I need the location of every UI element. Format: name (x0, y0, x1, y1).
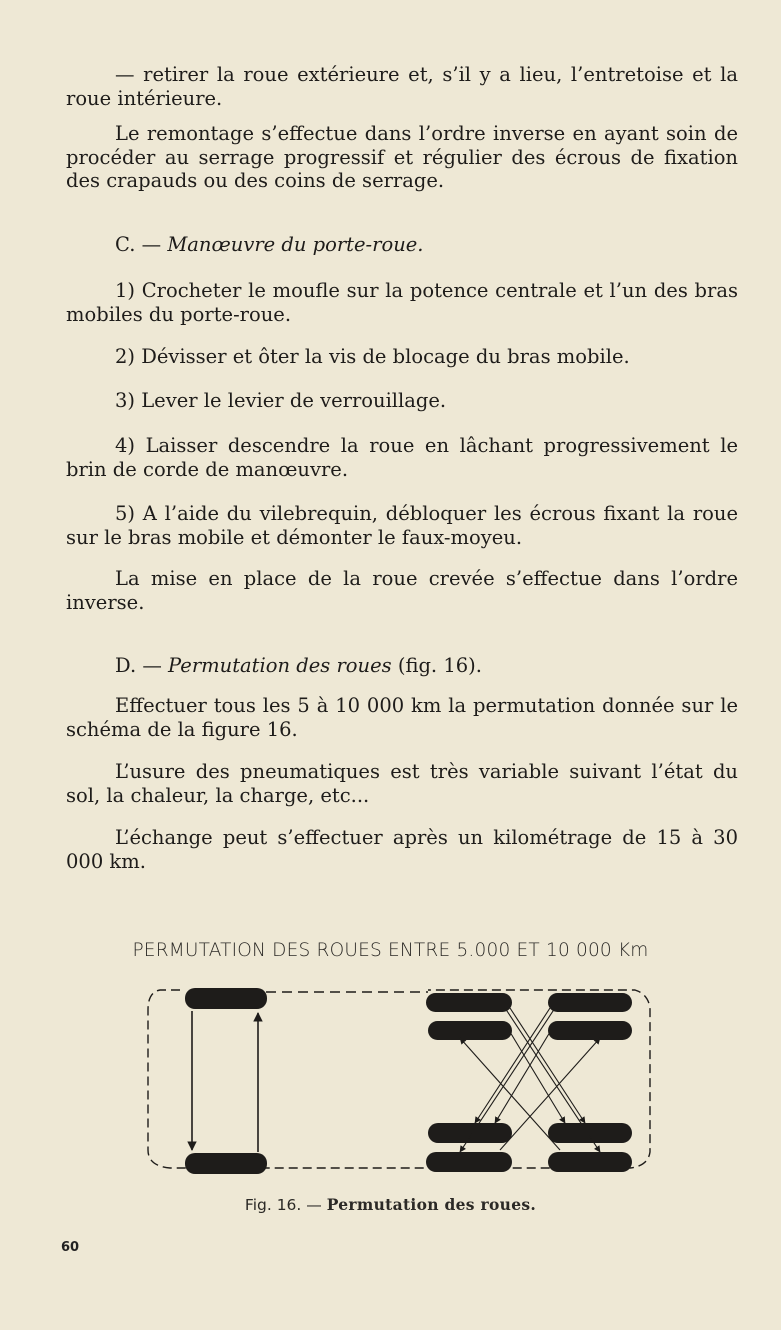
permutation-diagram (130, 980, 660, 1180)
step-4: 4) Laisser descendre la roue en lâchant progressivement le brin de corde de manœuvre. (66, 434, 738, 481)
step-1: 1) Crocheter le moufle sur la potence centrale et l’un des bras mobiles du porte-roue. (66, 279, 738, 326)
step-5: 5) A l’aide du vilebrequin, débloquer les écrous fixant la roue sur le bras mobile et démonter le faux-moyeu. (66, 502, 738, 549)
paragraph-refit: La mise en place de la roue crevée s’effectue dans l’ordre inverse. (66, 567, 738, 614)
paragraph-permutation-interval: Effectuer tous les 5 à 10 000 km la permutation donnée sur le schéma de la figure 16. (66, 694, 738, 741)
paragraph-removal: — retirer la roue extérieure et, s’il y a lieu, l’entretoise et la roue intérieure. (66, 63, 738, 110)
paragraph-exchange: L’échange peut s’effectuer après un kilométrage de 15 à 30 000 km. (66, 826, 738, 873)
caption-title: Permutation des roues. (326, 1195, 537, 1214)
section-d-title: Permutation des roues (168, 654, 392, 677)
step-3: 3) Lever le levier de verrouillage. (115, 389, 447, 412)
paragraph-reassembly: Le remontage s’effectue dans l’ordre inverse en ayant soin de procéder au serrage progressif et régulier des écrous de fixation des crapauds ou des coins de serrage. (66, 122, 738, 192)
tyre-right-front-left-inner (428, 1021, 512, 1040)
tyre-left-front (185, 988, 267, 1009)
tyre-right-front-left-outer (426, 993, 512, 1012)
tyre-right-rear-left-outer (426, 1152, 512, 1172)
section-d-suffix: (fig. 16). (391, 654, 482, 677)
page-number: 60 (61, 1240, 80, 1255)
paragraph-tyre-wear: L’usure des pneumatiques est très variable suivant l’état du sol, la chaleur, la charge, etc... (66, 760, 738, 807)
tyre-right-rear-right-inner (548, 1123, 632, 1143)
section-d-prefix: D. — (115, 654, 169, 677)
section-d-heading (66, 654, 738, 678)
step-2: 2) Dévisser et ôter la vis de blocage du bras mobile. (115, 345, 630, 368)
tyre-right-front-right-inner (548, 1021, 632, 1040)
section-c-title: Manœuvre du porte-roue. (167, 233, 424, 256)
caption-prefix: Fig. 16. — (244, 1196, 327, 1214)
tyre-left-rear (185, 1153, 267, 1174)
section-c-prefix: C. — (115, 233, 168, 256)
diagram-title: PERMUTATION DES ROUES ENTRE 5.000 ET 10 000 Km (132, 940, 649, 961)
tyre-right-rear-left-inner (428, 1123, 512, 1143)
tyre-right-rear-right-outer (548, 1152, 632, 1172)
section-c-heading (66, 233, 738, 257)
figure-caption (0, 1195, 781, 1214)
tyre-right-front-right-outer (548, 993, 632, 1012)
